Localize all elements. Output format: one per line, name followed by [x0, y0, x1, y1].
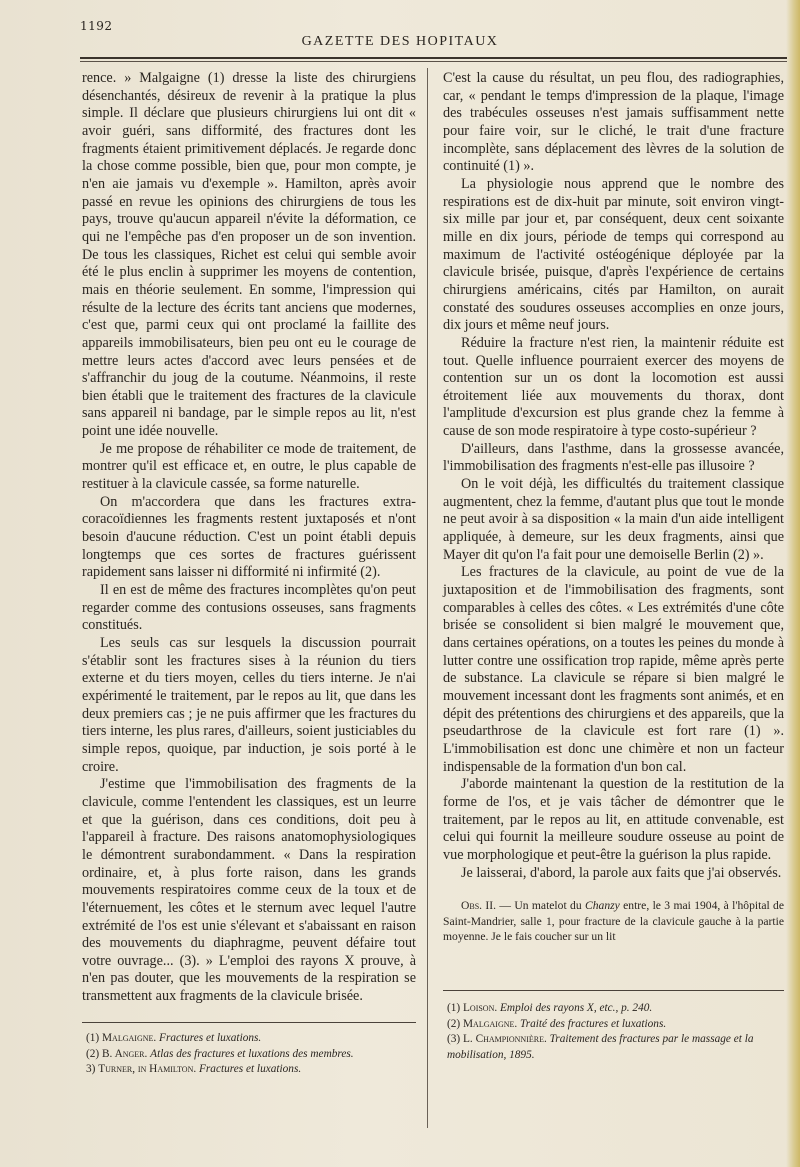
observation-text: entre, le 3 mai 1904, à l'hôpital de Saint-Mandrier, salle 1, pour fracture de la clavicule gauche à la partie moyenne. Je le fais coucher sur un lit — [443, 899, 784, 944]
paragraph: La physiologie nous apprend que le nombre des respirations est de dix-huit par minute, soit environ vingt-six mille par jour et, par conséquent, deux cent soixante mille en dix jours, période de temps qui correspond au maximum de l'activité ostéogénique déployée par la clavicule brisée, puisque, d'après l'expérience de certains chirurgiens américains, cités par Hamilton, on aurait constaté des soudures osseuses accomplies en onze jours, dix jours et même neuf jours. — [443, 175, 784, 334]
paragraph: D'ailleurs, dans l'asthme, dans la grossesse avancée, l'immobilisation des fragments n'est-elle pas illusoire ? — [443, 440, 784, 475]
observation-label: Obs. II. — [461, 899, 497, 913]
footnote — [82, 1047, 416, 1063]
footnote-rule — [82, 1022, 416, 1023]
page-number: 1192 — [80, 19, 113, 33]
footnote-number: (2) — [86, 1047, 100, 1060]
paragraph: Les fractures de la clavicule, au point de vue de la juxtaposition et de l'immobilisation des fragments, sont comparables à celles des côtes. « Les extrémités d'une côte brisée se consolident si bien malgré le mouvement que, dans certaines opérations, on a toutes les peines du monde à lutter contre une ossification trop rapide, même après perte de substance. La clavicule se répare si bien malgré le mouvement incessant dont les fragments sont animés, et en dépit des prétentions des chirurgiens et des appareils, que la pseudarthrose de la clavicule est fort rare (1) ». L'immobilisation est donc une chimère et non un facteur indispensable de la formation d'un bon cal. — [443, 564, 784, 775]
footnote-rule — [443, 990, 784, 991]
footnote — [82, 1062, 416, 1078]
footnote — [443, 1032, 784, 1063]
header-rule-thin — [80, 61, 787, 62]
footnote — [443, 1017, 784, 1033]
running-title: GAZETTE DES HOPITAUX — [301, 34, 499, 49]
footnote-author: L. Championnière. — [463, 1033, 547, 1046]
header-rule — [80, 57, 787, 59]
footnote-title: Atlas des fractures et luxations des membres. — [150, 1047, 354, 1060]
footnote-number: (2) — [447, 1017, 461, 1030]
column-divider — [427, 68, 428, 1128]
footnote-author: Malgaigne. — [463, 1017, 518, 1030]
footnote-title: Traitement des fractures par le massage et la mobilisation, 1895. — [447, 1033, 754, 1061]
footnote — [82, 1031, 416, 1047]
footnote-number: 3) — [86, 1063, 96, 1076]
paragraph: Je me propose de réhabiliter ce mode de traitement, de montrer qu'il est efficace et, en outre, le plus capable de restituer à la clavicule cassée, sa forme naturelle. — [82, 440, 416, 493]
paragraph: Les seuls cas sur lesquels la discussion pourrait s'établir sont les fractures sises à la réunion du tiers externe et du tiers moyen, celles du tiers interne. Je n'ai expérimenté le traitement, par le repos au lit, que dans les deux premiers cas ; je ne puis affirmer que les fractures du tiers interne, les plus rares, d'ailleurs, soient justiciables du simple repos, quoique, par induction, je sois porté à le croire. — [82, 635, 416, 775]
footnote-title: Fractures et luxations. — [199, 1063, 302, 1076]
paragraph: Il en est de même des fractures incomplètes qu'on peut regarder comme des contusions osseuses, sans fragments constitués. — [82, 582, 416, 634]
footnote-author: Turner, in Hamilton. — [98, 1063, 197, 1076]
footnote-title: Traité des fractures et luxations. — [520, 1017, 667, 1030]
right-footnotes — [443, 1001, 784, 1063]
paragraph: On le voit déjà, les difficultés du traitement classique augmentent, chez la femme, d'autant plus que tout le monde ne peut avoir à sa disposition « la main d'un aide intelligent appliquée, à demeure, sur les deux fragments, ainsi que Mayer dit qu'on l'a fait pour une demoiselle Berlin (2) ». — [443, 476, 784, 563]
paragraph: J'estime que l'immobilisation des fragments de la clavicule, comme l'entendent les classiques, est un leurre et que la guérison, dans ces conditions, doit peu à l'appareil à fracture. Des raisons anatomophysiologiques le démontrent surabondamment. « Dans la respiration ordinaire, et, à plus forte raison, dans les grands mouvements respiratoires comme ceux de la toux et de l'éternuement, les côtes et le sternum avec lequel l'autre extrémité de l'os est unie s'élevant et s'abaissant en raison des mouvements du diaphragme, peuvent défaire tout votre ouvrage... (3). » L'emploi des rayons X prouve, à n'en pas douter, que les mouvements de la respiration se transmettent aux fragments de la clavicule brisée. — [82, 776, 416, 1005]
paragraph: C'est la cause du résultat, un peu flou, des radiographies, car, « pendant le temps d'impression de la plaque, l'image des trabécules osseuses n'est jamais suffisamment nette pour faire voir, sur le cliché, le trait d'une fracture incomplète, sans déplacement des lèvres de la solution de continuité (1) ». — [443, 70, 784, 175]
footnote-author: Loison. — [463, 1002, 498, 1014]
footnote — [443, 1001, 784, 1017]
footnote-number: (3) — [447, 1033, 461, 1046]
paragraph: rence. » Malgaigne (1) dresse la liste des chirurgiens désenchantés, désireux de revenir à la pratique la plus simple. Il déclare que plusieurs chirurgiens lui ont dit « avoir guéri, sans difformité, des fractures dont les fragments étaient primitivement déplacés. Je regarde donc la chose comme possible, bien que, pour mon compte, je n'en aie jamais vu d'exemple ». Hamilton, après avoir passé en revue les opinions des chirurgiens de tous les pays, trouve qu'aucun appareil n'évite la déformation, ce qui ne l'empêche pas d'en proposer un de son invention. De tous les classiques, Richet est celui qui semble avoir été le plus enclin à supprimer les moyens de contention, mais en théorie seulement. En somme, l'impression qui résulte de la lecture des écrits tant anciens que modernes, c'est que, parmi ceux qui ont proclamé la faillite des appareils immobilisateurs, bien peu ont eu le courage de mettre leurs actes d'accord avec leurs pensées et de s'affranchir du joug de la coutume. Néanmoins, il reste bien établi que le traitement des fractures de la clavicule sans appareil ni bandage, par le simple repos au lit, n'est point une idée nouvelle. — [82, 70, 416, 440]
observation-paragraph — [443, 898, 784, 945]
paragraph: Réduire la fracture n'est rien, la maintenir réduite est tout. Quelle influence pourraient exercer des moyens de contention sur un os dont la locomotion est aussi étroitement liée aux mouvements du thorax, dont l'amplitude d'excursion est plus grande chez la femme à cause de son mode respiratoire à type costo-supérieur ? — [443, 334, 784, 440]
left-footnotes — [82, 1031, 416, 1078]
footnote-number: (1) — [447, 1002, 461, 1014]
paragraph: J'aborde maintenant la question de la restitution de la forme de l'os, et je vais tâcher de démontrer que le traitement, par le repos au lit, en attitude convenable, est celui qui fournit la meilleure soudure osseuse au point de vue morphologique et peut-être la guérison la plus rapide. — [443, 776, 784, 863]
footnote-number: (1) — [86, 1032, 100, 1044]
footnote-author: B. Anger. — [102, 1047, 148, 1060]
right-column — [443, 70, 784, 945]
footnote-author: Malgaigne. — [102, 1032, 157, 1044]
paragraph: On m'accordera que dans les fractures extra-coracoïdiennes les fragments restent juxtaposés et n'ont besoin d'aucune réduction. C'est un point établi depuis longtemps que ces sortes de fractures guérissent rapidement sans laisser ni difformité ni infirmité (2). — [82, 493, 416, 581]
left-column — [82, 70, 416, 1006]
observation-text: — Un matelot du — [496, 899, 585, 913]
footnote-title: Fractures et luxations. — [159, 1032, 262, 1044]
page-edge — [786, 0, 800, 1167]
footnote-title: Emploi des rayons X, etc., p. 240. — [500, 1002, 653, 1014]
paragraph: Je laisserai, d'abord, la parole aux faits que j'ai observés. — [461, 864, 782, 881]
ship-name: Chanzy — [585, 899, 620, 913]
